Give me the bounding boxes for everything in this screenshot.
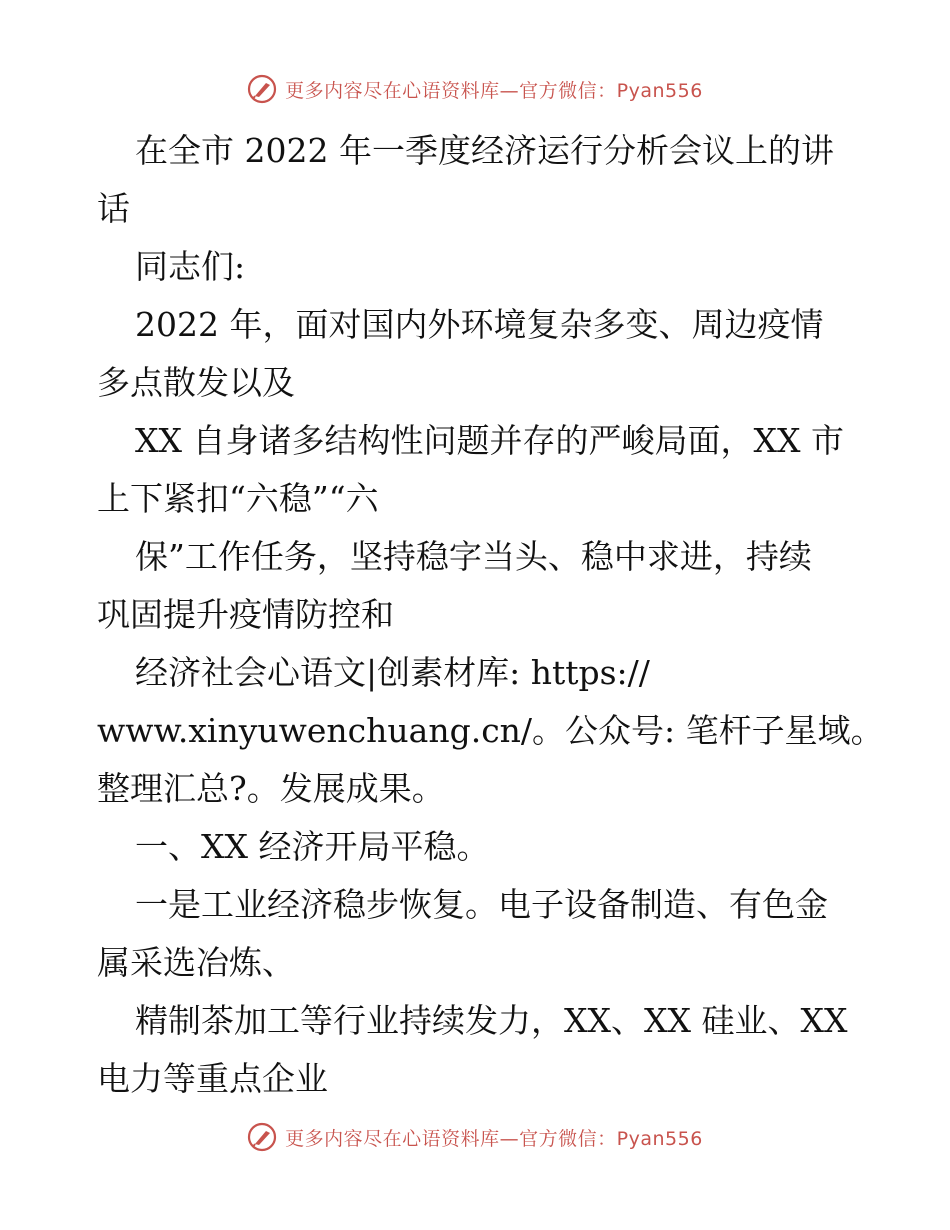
watermark-text: 更多内容尽在心语资料库—官方微信：Pyan556 [285, 1127, 703, 1150]
text-line: 话 [97, 189, 130, 228]
text-line: 上下紧扣“六稳”“六 [97, 479, 379, 518]
text-line: www.xinyuwenchuang.cn/。公众号: 笔杆子星域。 [97, 711, 884, 750]
text-line: 整理汇总?。发展成果。 [97, 769, 445, 808]
header-watermark [0, 74, 950, 104]
footer-watermark [0, 1122, 950, 1152]
text-line: 多点散发以及 [97, 363, 295, 402]
text-line: 属采选冶炼、 [97, 943, 295, 982]
text-line: 在全市 2022 年一季度经济运行分析会议上的讲 [135, 131, 834, 170]
text-line: 保”工作任务，坚持稳字当头、稳中求进，持续 [135, 537, 812, 576]
text-line: 巩固提升疫情防控和 [97, 595, 394, 634]
document-body [97, 122, 884, 1108]
text-line: XX 自身诸多结构性问题并存的严峻局面，XX 市 [135, 421, 844, 460]
text-line: 2022 年，面对国内外环境复杂多变、周边疫情 [135, 305, 824, 344]
text-line: 一、XX 经济开局平稳。 [135, 827, 490, 866]
text-line: 同志们: [135, 247, 246, 286]
watermark-text: 更多内容尽在心语资料库—官方微信：Pyan556 [285, 79, 703, 102]
text-line: 经济社会心语文|创素材库: https:// [135, 653, 650, 692]
text-line: 电力等重点企业 [97, 1059, 328, 1098]
text-line: 一是工业经济稳步恢复。电子设备制造、有色金 [135, 885, 828, 924]
quill-pen-logo-icon [247, 1122, 277, 1152]
quill-pen-logo-icon [247, 74, 277, 104]
text-line: 精制茶加工等行业持续发力，XX、XX 硅业、XX [135, 1001, 848, 1040]
